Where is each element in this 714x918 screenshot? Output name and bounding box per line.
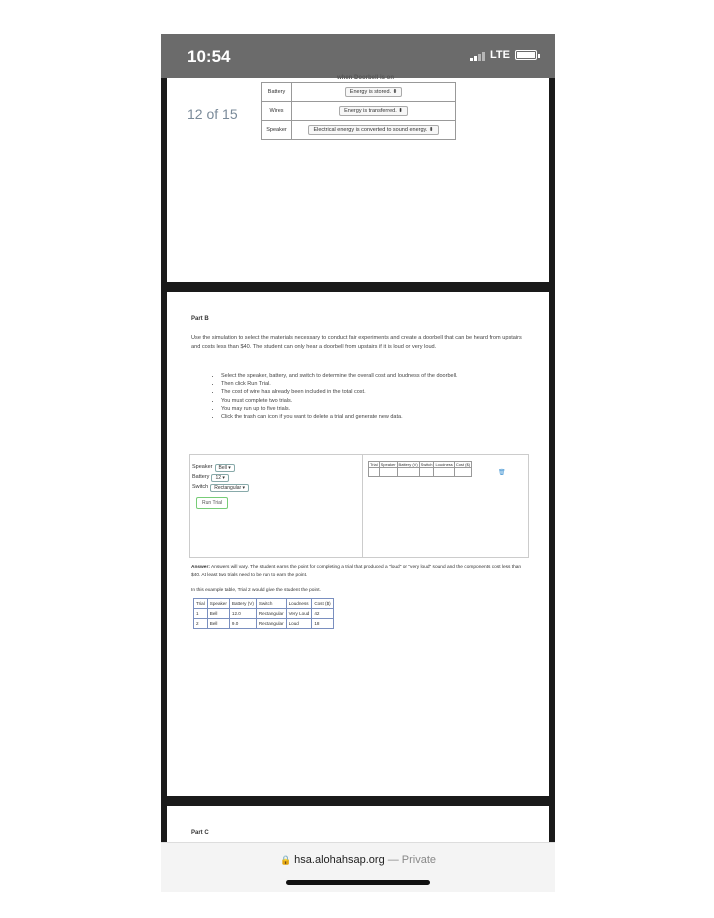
- example-table: [193, 598, 334, 629]
- battery-label: Battery: [192, 474, 210, 480]
- energy-table: [261, 82, 456, 140]
- battery-icon: [515, 50, 537, 60]
- phone-screen: [161, 34, 555, 892]
- status-bar: [161, 34, 555, 78]
- trash-icon[interactable]: 🗑: [498, 470, 506, 476]
- list-item: • Then click Run Trial.: [221, 380, 517, 388]
- question-panel-part-a: [167, 75, 549, 282]
- list-item: • You must complete two trials.: [221, 397, 517, 405]
- row-label: Speaker: [262, 121, 292, 140]
- page-content: [161, 75, 555, 842]
- table-row: [262, 102, 456, 121]
- status-time: 10:54: [187, 47, 231, 66]
- list-item: • The cost of wire has already been included in the total cost.: [221, 388, 517, 396]
- row-label: Wires: [262, 102, 292, 121]
- run-trial-button[interactable]: Run Trial: [196, 497, 228, 509]
- status-icons: [470, 49, 537, 61]
- table-header-row: Trial Speaker Battery (V) Switch Loudness Cost ($): [194, 599, 334, 609]
- lock-icon: 🔒: [279, 855, 292, 865]
- table-row: [262, 83, 456, 102]
- table-header-row: Trial Speaker Battery (V) Switch Loudness Cost ($): [370, 462, 471, 467]
- url-domain: hsa.alohahsap.org: [294, 854, 385, 866]
- list-item: • You may run up to five trials.: [221, 405, 517, 413]
- divider: [362, 455, 363, 557]
- simulation-controls: [192, 463, 249, 509]
- example-note: In this example table, Trial 2 would give the student the point.: [191, 588, 321, 593]
- speaker-label: Speaker: [192, 464, 213, 470]
- doorbell-simulation: [189, 454, 529, 558]
- row-label: Battery: [262, 83, 292, 102]
- browser-url-bar[interactable]: [161, 842, 555, 892]
- instruction-list: [217, 372, 517, 421]
- battery-energy-select[interactable]: Energy is stored. ⬍: [345, 87, 402, 97]
- table-row: 1 Bell 12.0 Rectangular Very Loud 42: [194, 609, 334, 619]
- battery-select[interactable]: 12 ▾: [211, 474, 228, 482]
- question-counter: 12 of 15: [187, 106, 238, 122]
- table-row: [369, 468, 472, 477]
- switch-select[interactable]: Rectangular ▾: [210, 484, 249, 492]
- part-b-title: Part B: [191, 316, 209, 322]
- answer-text: Answer: Answers will vary. The student earns the point for completing a trial that produced a "loud" or "very loud" sound and the components cost less than $40. At least two trials need to be run to earn the point.: [191, 565, 522, 578]
- table-row: [262, 121, 456, 140]
- signal-icon: [470, 50, 485, 61]
- speaker-select[interactable]: Bell ▾: [215, 464, 235, 472]
- part-c-title: Part C: [191, 830, 209, 836]
- part-b-instructions: Use the simulation to select the materials necessary to conduct fair experiments and create a doorbell that can be heard from upstairs and costs less than $40. The student can only hear a doorbell from upstairs if it is loud or very loud.: [191, 335, 522, 350]
- table-row: 2 Bell 9.0 Rectangular Loud 18: [194, 619, 334, 629]
- speaker-energy-select[interactable]: Electrical energy is converted to sound energy. ⬍: [308, 125, 438, 135]
- list-item: • Click the trash can icon if you want to delete a trial and generate new data.: [221, 413, 517, 421]
- trial-results-table: [368, 461, 472, 477]
- home-indicator[interactable]: [286, 880, 430, 885]
- table-heading-cut-off: when Doorbell is on: [337, 75, 395, 81]
- switch-label: Switch: [192, 484, 209, 490]
- network-type: LTE: [490, 49, 510, 61]
- list-item: • Select the speaker, battery, and switch to determine the overall cost and loudness of the doorbell.: [221, 372, 517, 380]
- question-panel-part-b: [167, 292, 549, 796]
- wires-energy-select[interactable]: Energy is transferred. ⬍: [339, 106, 408, 116]
- private-label: — Private: [387, 854, 437, 866]
